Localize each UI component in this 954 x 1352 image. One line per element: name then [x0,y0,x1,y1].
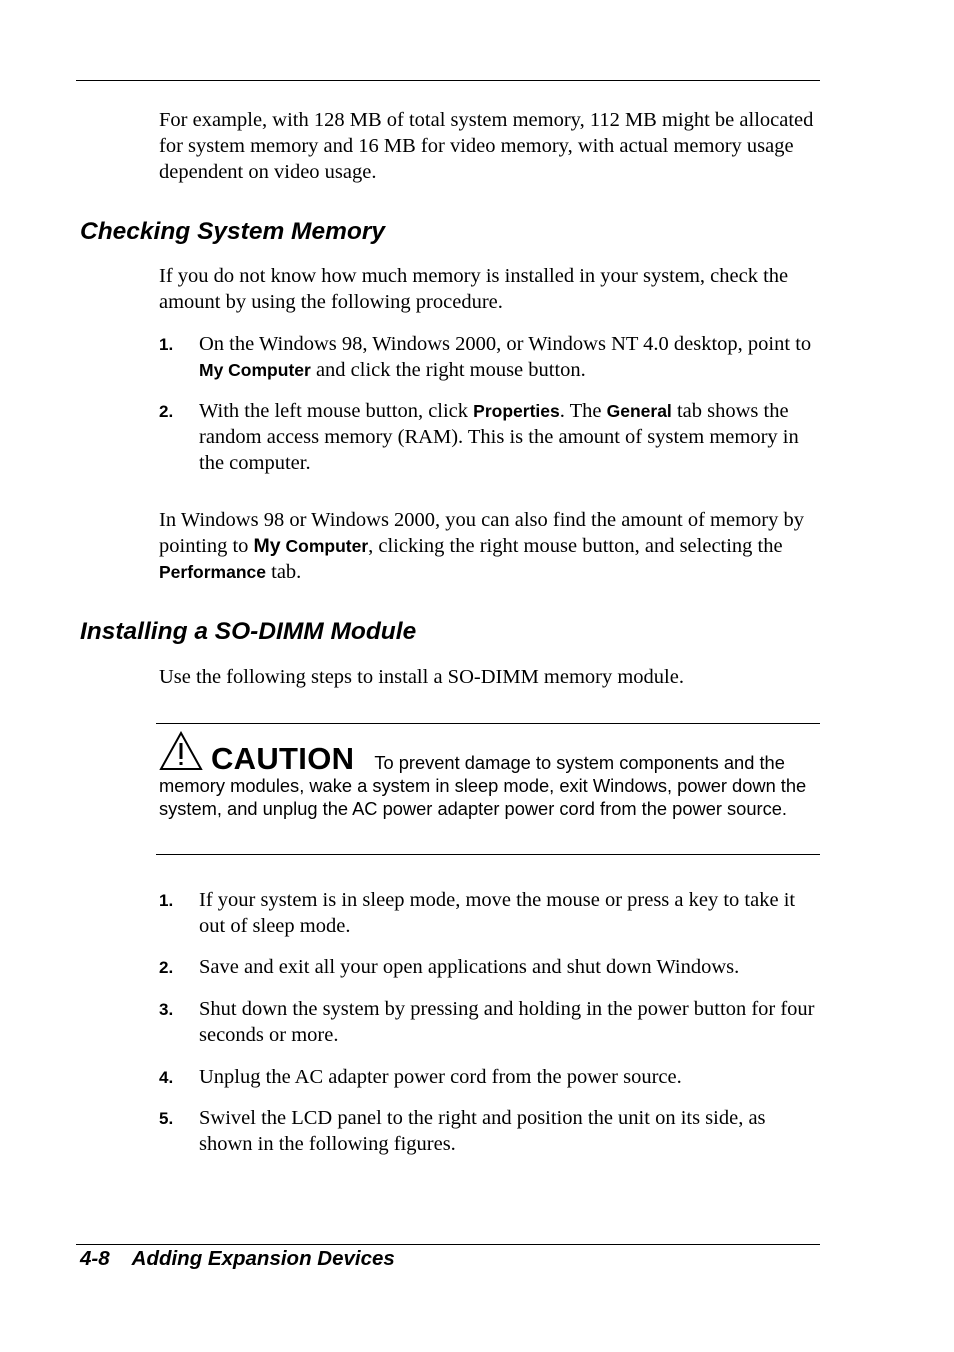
ui-term-my: My [253,535,281,557]
page-number: 4-8 [80,1247,110,1270]
step-number: 4. [159,1068,174,1087]
intro-paragraph: For example, with 128 MB of total system memory, 112 MB might be allocated for system memory and 16 MB for video memory, with actual memory usage dependent on video usage. [159,109,814,183]
step-number: 1. [159,335,174,354]
step-text: On the Windows 98, Windows 2000, or Windows NT 4.0 desktop, point to My Computer and click the right mouse button. [199,333,812,381]
caution-top-rule [156,723,820,724]
caution-label: CAUTION [211,741,355,776]
step-text: Save and exit all your open applications and shut down Windows. [199,956,740,978]
step-text: Unplug the AC adapter power cord from the power source. [199,1066,682,1088]
ui-term-properties: Properties [473,401,560,421]
footer-rule [76,1244,820,1245]
section2-intro: Use the following steps to install a SO-DIMM memory module. [159,666,684,688]
section1-note: In Windows 98 or Windows 2000, you can also find the amount of memory by pointing to My Computer, clicking the right mouse button, and selecting the Performance tab. [159,509,804,583]
ui-term-computer: Computer [280,536,369,556]
ui-term-general: General [606,401,672,421]
step-text: If your system is in sleep mode, move the mouse or press a key to take it out of sleep mode. [199,889,796,937]
caution-bottom-rule [156,854,820,855]
section-heading-installing-sodimm: Installing a SO-DIMM Module [80,618,417,645]
section1-intro: If you do not know how much memory is installed in your system, check the amount by using the following procedure. [159,265,789,313]
step-number: 2. [159,402,174,421]
ui-term-performance: Performance [159,562,266,582]
section-heading-checking-memory: Checking System Memory [80,218,385,245]
step-number: 2. [159,958,174,977]
caution-text: To prevent damage to system components and the memory modules, wake a system in sleep mode, exit Windows, power down the system, and unplug the AC power adapter power cord from the power source. [159,752,807,819]
step-text: Shut down the system by pressing and holding in the power button for four seconds or more. [199,998,815,1046]
caution-box [159,731,819,820]
header-rule [76,80,820,81]
step-text: With the left mouse button, click Properties. The General tab shows the random access memory (RAM). This is the amount of system memory in the computer. [199,400,799,474]
step-number: 1. [159,891,174,910]
chapter-title: Adding Expansion Devices [131,1247,395,1270]
warning-triangle-icon [159,731,203,771]
page-footer [80,1246,395,1272]
step-number: 3. [159,1000,174,1019]
step-text: Swivel the LCD panel to the right and position the unit on its side, as shown in the following figures. [199,1107,766,1155]
step-number: 5. [159,1109,174,1128]
ui-term-my-computer: My Computer [199,360,311,380]
